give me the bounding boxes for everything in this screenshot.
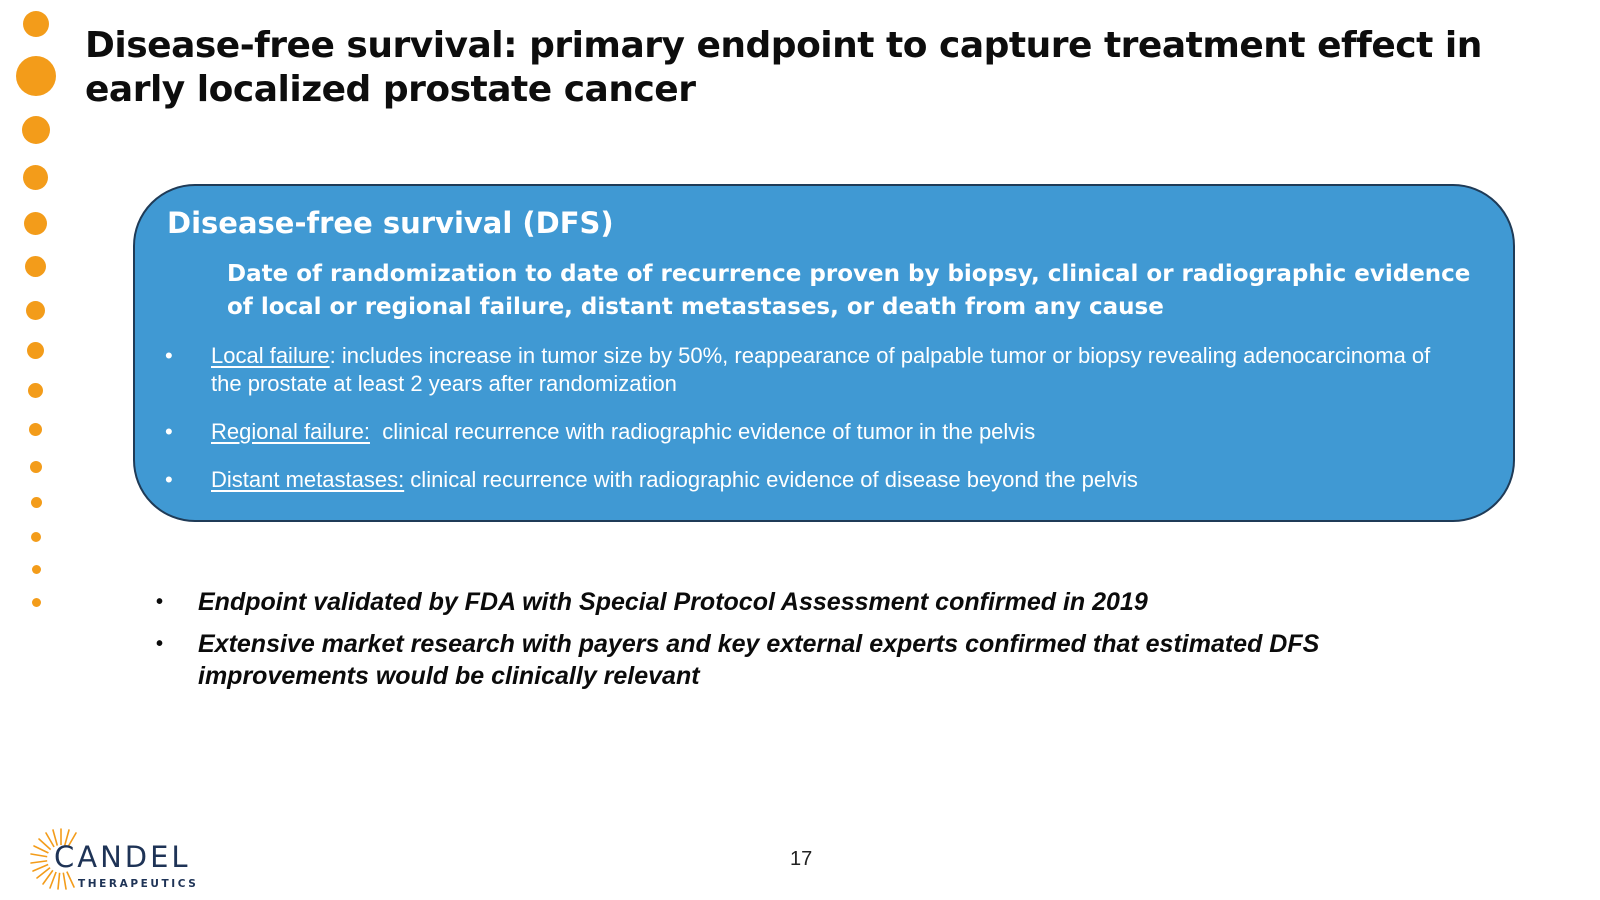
logo-subtitle: THERAPEUTICS [78, 878, 199, 890]
slide-title: Disease-free survival: primary endpoint to capture treatment effect in early localized prostate cancer [85, 25, 1482, 110]
note-text: Extensive market research with payers and key external experts confirmed that estimated DFS improvements would be clinically relevant [198, 630, 1320, 690]
dfs-definition: Date of randomization to date of recurrence proven by biopsy, clinical or radiographic evidence of local or regional failure, distant metastases, or death from any cause [227, 261, 1471, 320]
decorative-dot [32, 565, 41, 574]
key-notes-list [156, 586, 1456, 702]
failure-term: Local failure [211, 343, 330, 368]
decorative-dot [22, 116, 50, 144]
decorative-dot [31, 532, 41, 542]
failure-item-regional [163, 418, 1463, 446]
decorative-dot [16, 56, 56, 96]
note-item [156, 586, 1456, 618]
bullet: • [156, 633, 164, 655]
note-item [156, 628, 1456, 692]
decorative-dot [27, 342, 44, 359]
decorative-dot [23, 165, 48, 190]
decorative-dot [29, 423, 42, 436]
failure-description: : includes increase in tumor size by 50%, reappearance of palpable tumor or biopsy revealing adenocarcinoma of the prostate at least 2 years after randomization [211, 343, 1431, 396]
decorative-dot [24, 212, 47, 235]
decorative-dot [25, 256, 46, 277]
bullet: • [165, 419, 173, 444]
bullet: • [156, 591, 164, 613]
failure-term: Regional failure: [211, 419, 370, 444]
company-logo [28, 826, 198, 892]
failure-description: clinical recurrence with radiographic evidence of disease beyond the pelvis [404, 467, 1138, 492]
bullet: • [165, 343, 173, 368]
dfs-heading: Disease-free survival (DFS) [167, 206, 614, 240]
failure-item-local [163, 342, 1463, 398]
bullet: • [165, 467, 173, 492]
failure-description: clinical recurrence with radiographic evidence of tumor in the pelvis [369, 419, 1036, 444]
decorative-dot [23, 11, 49, 37]
decorative-dot [28, 383, 43, 398]
dfs-definition-box [133, 184, 1515, 522]
note-text: Endpoint validated by FDA with Special Protocol Assessment confirmed in 2019 [198, 588, 1148, 616]
decorative-dot [30, 461, 42, 473]
logo-name: CANDEL [54, 840, 191, 874]
failure-term: Distant metastases: [211, 467, 405, 492]
decorative-dot [26, 301, 45, 320]
decorative-dot [31, 497, 42, 508]
failure-item-distant [163, 466, 1463, 494]
decorative-dot-column [0, 0, 80, 640]
failure-type-list [163, 342, 1463, 514]
page-number: 17 [790, 848, 813, 870]
decorative-dot [32, 598, 41, 607]
